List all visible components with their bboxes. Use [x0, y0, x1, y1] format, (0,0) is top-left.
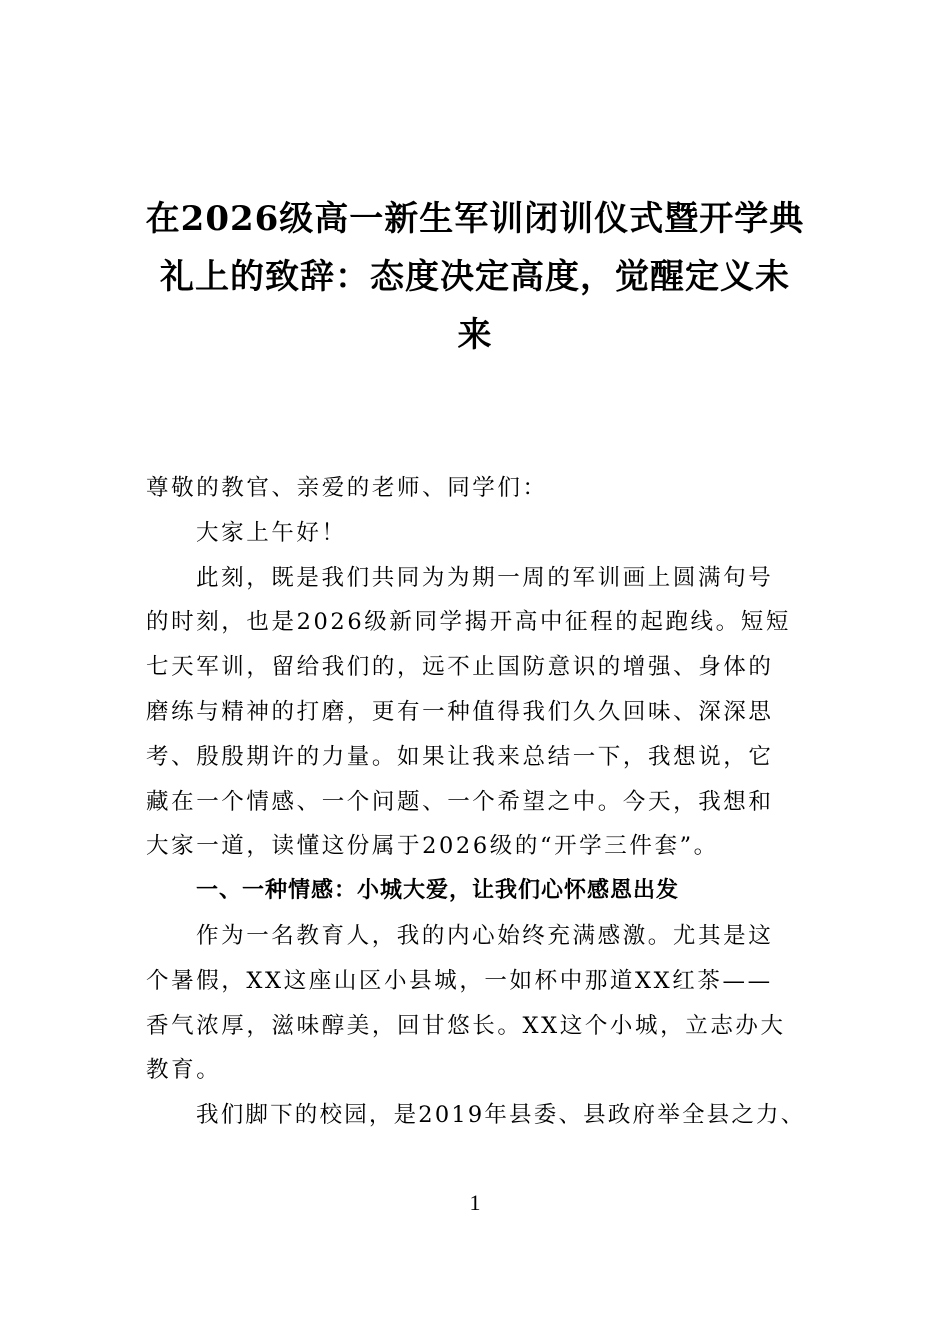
paragraph-line: 的时刻，也是2026级新同学揭开高中征程的起跑线。短短 — [146, 609, 791, 636]
greeting: 大家上午好！ — [196, 519, 347, 546]
paragraph-line: 香气浓厚，滋味醇美，回甘悠长。XX这个小城，立志办大 — [146, 1012, 786, 1039]
paragraph-line: 我们脚下的校园，是2019年县委、县政府举全县之力、 — [196, 1102, 806, 1129]
title-line: 礼上的致辞：态度决定高度，觉醒定义未 — [160, 257, 790, 297]
paragraph-line: 藏在一个情感、一个问题、一个希望之中。今天，我想和 — [146, 788, 774, 815]
document-title — [120, 190, 830, 364]
paragraph-line: 考、殷殷期许的力量。如果让我来总结一下，我想说，它 — [146, 743, 774, 770]
paragraph-2 — [146, 914, 806, 1093]
document-body — [146, 466, 806, 1138]
paragraph-line: 此刻，既是我们共同为为期一周的军训画上圆满句号 — [196, 564, 774, 591]
salutation: 尊敬的教官、亲爱的老师、同学们： — [146, 475, 548, 501]
paragraph-3 — [146, 1093, 806, 1138]
title-line: 来 — [457, 315, 493, 355]
paragraph-line: 磨练与精神的打磨，更有一种值得我们久久回味、深深思 — [146, 698, 774, 725]
paragraph-line: 个暑假，XX这座山区小县城，一如杯中那道XX红茶—— — [146, 967, 773, 994]
paragraph-line: 教育。 — [146, 1057, 222, 1084]
page-number: 1 — [469, 1190, 481, 1215]
title-line: 在2026级高一新生军训闭训仪式暨开学典 — [145, 199, 805, 239]
paragraph-line: 大家一道，读懂这份属于2026级的“开学三件套”。 — [146, 833, 719, 860]
paragraph-line: 七天军训，留给我们的，远不止国防意识的增强、身体的 — [146, 654, 774, 681]
section-heading: 一、一种情感：小城大爱，让我们心怀感恩出发 — [196, 878, 680, 904]
paragraph-1 — [146, 556, 806, 870]
paragraph-line: 作为一名教育人，我的内心始终充满感激。尤其是这 — [196, 922, 774, 949]
